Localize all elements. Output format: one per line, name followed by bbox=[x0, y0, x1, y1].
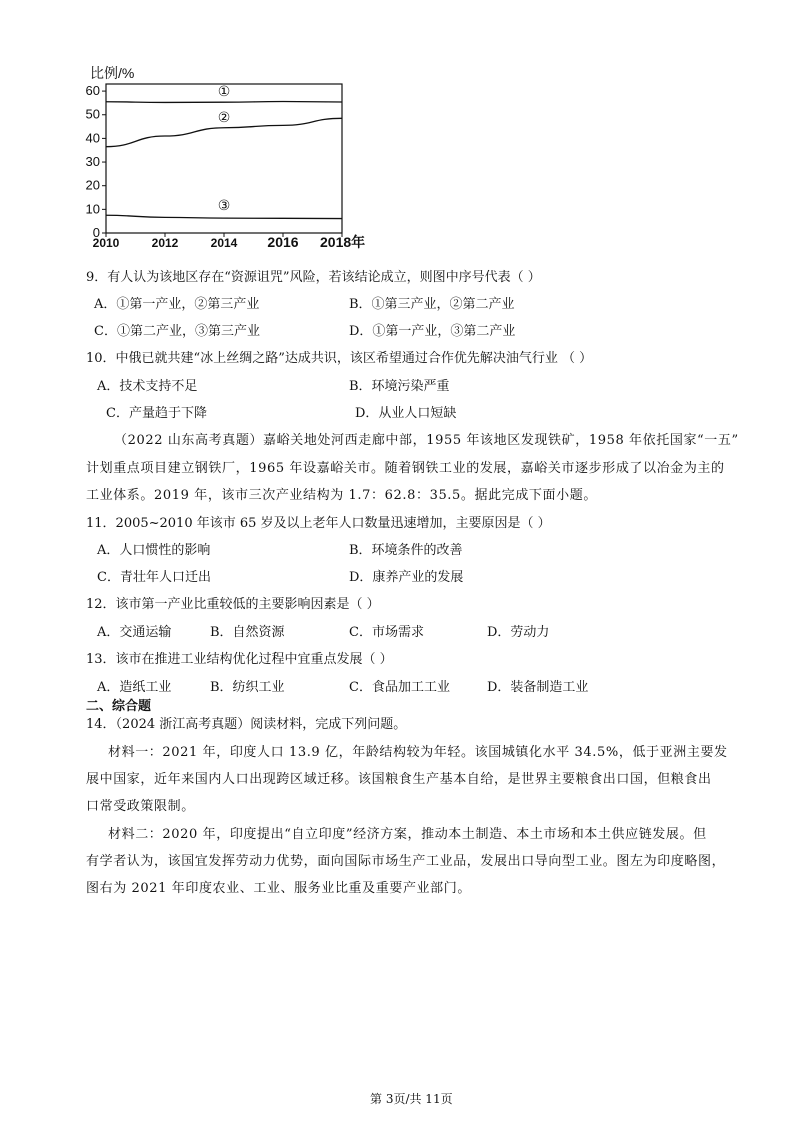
y-tick-label: 0 bbox=[92, 225, 100, 240]
y-tick-label: 60 bbox=[85, 83, 100, 99]
question-12-stem: 12．该市第一产业比重较低的主要影响因素是（ ） bbox=[86, 597, 380, 612]
y-tick-label: 40 bbox=[85, 130, 100, 146]
industry-structure-line-chart bbox=[80, 60, 366, 255]
q11-option-c[interactable]: C．青壮年人口迁出 bbox=[97, 570, 211, 585]
q12-option-d[interactable]: D．劳动力 bbox=[487, 625, 550, 640]
x-axis bbox=[93, 233, 366, 250]
material-jiayuguan-line-3: 工业体系。2019 年，该市三次产业结构为 1.7：62.8：35.5。据此完成下面小题。 bbox=[86, 488, 597, 503]
material-1-line-1: 材料一：2021 年，印度人口 13.9 亿，年龄结构较为年轻。该国城镇化水平 34.5%，低于亚洲主要发 bbox=[108, 745, 728, 760]
q13-option-c[interactable]: C．食品加工工业 bbox=[349, 680, 450, 695]
y-axis-label: 比例/% bbox=[90, 65, 135, 81]
x-tick-label: 2014 bbox=[210, 236, 238, 250]
x-tick-label: 2012 bbox=[151, 236, 179, 250]
series-label-2: ② bbox=[217, 108, 231, 125]
series-label-3: ③ bbox=[217, 197, 231, 214]
series-line-1 bbox=[106, 102, 342, 103]
y-tick-label: 10 bbox=[85, 201, 100, 217]
material-1-line-3: 口常受政策限制。 bbox=[86, 799, 195, 814]
series-line-3 bbox=[106, 215, 342, 218]
section-2-title: 二、综合题 bbox=[86, 699, 152, 714]
x-tick-label: 2016 bbox=[267, 234, 299, 250]
question-14-stem: 14．（2024 浙江高考真题）阅读材料，完成下列问题。 bbox=[86, 717, 407, 732]
q10-option-d[interactable]: D．从业人口短缺 bbox=[355, 406, 457, 421]
q9-option-b[interactable]: B．①第三产业，②第二产业 bbox=[349, 297, 515, 312]
q12-option-c[interactable]: C．市场需求 bbox=[349, 625, 424, 640]
q11-option-a[interactable]: A．人口惯性的影响 bbox=[97, 543, 211, 558]
x-tick-label: 2018年 bbox=[320, 234, 366, 250]
q10-option-b[interactable]: B．环境污染严重 bbox=[349, 379, 450, 394]
q11-option-b[interactable]: B．环境条件的改善 bbox=[349, 543, 463, 558]
q13-option-b[interactable]: B．纺织工业 bbox=[210, 680, 285, 695]
q12-option-a[interactable]: A．交通运输 bbox=[97, 625, 172, 640]
q11-option-d[interactable]: D．康养产业的发展 bbox=[349, 570, 464, 585]
material-jiayuguan-line-2: 计划重点项目建立钢铁厂，1965 年设嘉峪关市。随着钢铁工业的发展，嘉峪关市逐步形成了以冶金为主的 bbox=[86, 461, 725, 476]
material-2-line-1: 材料二：2020 年，印度提出“自立印度”经济方案，推动本土制造、本土市场和本土供应链发展。但 bbox=[108, 827, 707, 842]
q12-option-b[interactable]: B．自然资源 bbox=[210, 625, 285, 640]
material-jiayuguan-line-1: （2022 山东高考真题）嘉峪关地处河西走廊中部，1955 年该地区发现铁矿，1958 年依托国家“一五” bbox=[114, 433, 739, 448]
q9-option-d[interactable]: D．①第一产业，③第二产业 bbox=[349, 324, 516, 339]
q9-option-a[interactable]: A．①第一产业，②第三产业 bbox=[94, 297, 260, 312]
page-number: 第 3页/共 11页 bbox=[370, 1092, 453, 1106]
q10-option-c[interactable]: C．产量趋于下降 bbox=[106, 406, 207, 421]
material-2-line-3: 图右为 2021 年印度农业、工业、服务业比重及重要产业部门。 bbox=[86, 881, 471, 896]
y-axis bbox=[86, 83, 342, 240]
question-11-stem: 11．2005~2010 年该市 65 岁及以上老年人口数量迅速增加，主要原因是（ ） bbox=[86, 516, 551, 531]
material-2-line-2: 有学者认为，该国宜发挥劳动力优势，面向国际市场生产工业品，发展出口导向型工业。图左为印度略图， bbox=[86, 854, 726, 869]
series-lines bbox=[106, 83, 342, 218]
question-13-stem: 13．该市在推进工业结构优化过程中宜重点发展（ ） bbox=[86, 652, 393, 667]
question-9-stem: 9．有人认为该地区存在“资源诅咒”风险，若该结论成立，则图中序号代表（ ） bbox=[86, 270, 541, 285]
question-10-stem: 10．中俄已就共建“冰上丝绸之路”达成共识，该区希望通过合作优先解决油气行业 （ ） bbox=[86, 351, 593, 366]
series-label-1: ① bbox=[217, 83, 231, 100]
q13-option-d[interactable]: D．装备制造工业 bbox=[487, 680, 589, 695]
q13-option-a[interactable]: A．造纸工业 bbox=[97, 680, 172, 695]
q9-option-c[interactable]: C．①第二产业，③第三产业 bbox=[94, 324, 260, 339]
x-tick-label: 2010 bbox=[92, 236, 120, 250]
q10-option-a[interactable]: A．技术支持不足 bbox=[97, 379, 198, 394]
y-tick-label: 20 bbox=[85, 177, 100, 193]
material-1-line-2: 展中国家，近年来国内人口出现跨区域迁移。该国粮食生产基本自给，是世界主要粮食出口国，但粮食出 bbox=[86, 772, 712, 787]
y-tick-label: 50 bbox=[85, 106, 100, 122]
y-tick-label: 30 bbox=[85, 154, 100, 170]
